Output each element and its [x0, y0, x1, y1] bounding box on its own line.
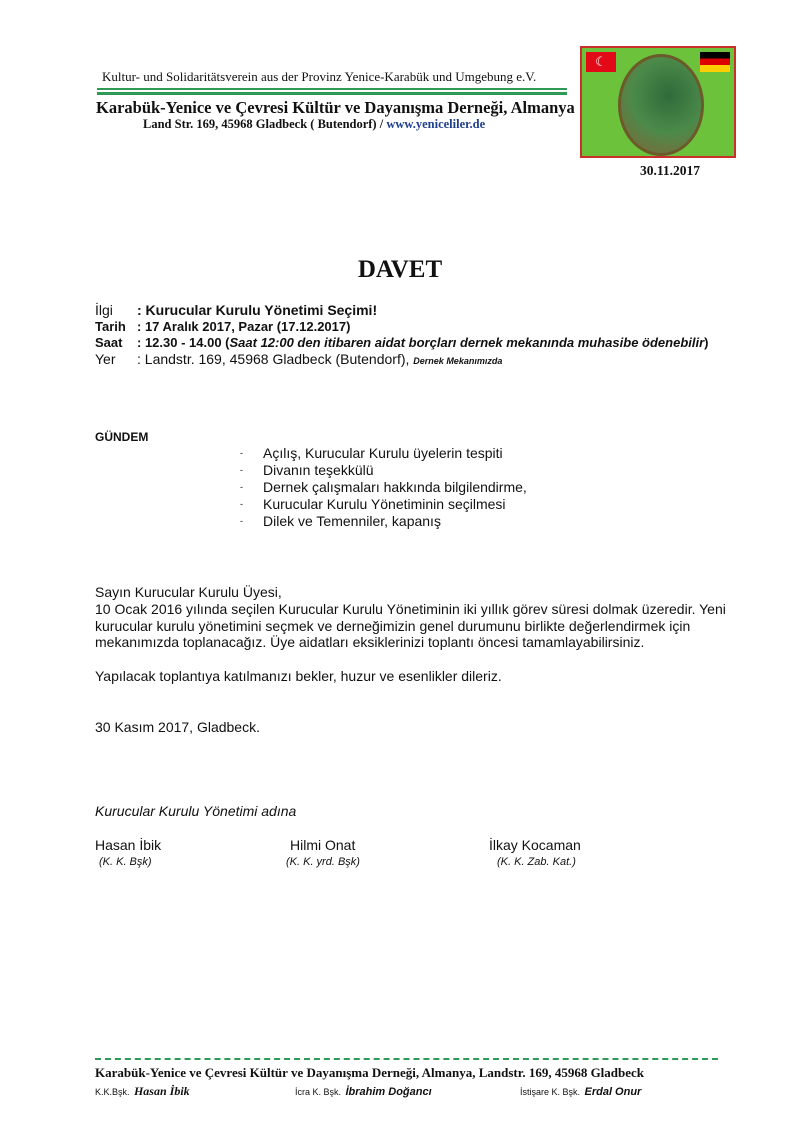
agenda-item: Kurucular Kurulu Yönetiminin seçilmesi: [263, 496, 506, 512]
signatory-role: (K. K. Zab. Kat.): [497, 856, 576, 868]
footer-person: [295, 1082, 432, 1100]
info-label: Saat: [95, 335, 123, 350]
agenda-item: Açılış, Kurucular Kurulu üyelerin tespiti: [263, 445, 503, 461]
bullet: -: [240, 448, 243, 458]
footer-name: Erdal Onur: [584, 1086, 642, 1098]
info-note: Saat 12:00 den itibaren aidat borçları dernek mekanında muhasibe ödenebilir: [229, 335, 705, 350]
footer-title: İcra K. Bşk.: [295, 1087, 342, 1097]
seal-emblem: [618, 54, 704, 156]
info-time: [95, 335, 709, 350]
signatory-role: (K. K. yrd. Bşk): [286, 856, 360, 868]
green-rule: [97, 92, 567, 95]
salutation: Sayın Kurucular Kurulu Üyesi,: [95, 584, 282, 600]
signatory-name: İlkay Kocaman: [489, 837, 581, 853]
footer-org-line: Karabük-Yenice ve Çevresi Kültür ve Dayanışma Derneği, Almanya, Landstr. 169, 45968 Gladbeck: [95, 1065, 645, 1080]
info-value: : 12.30 - 14.00 (: [137, 335, 230, 350]
address-text: Land Str. 169, 45968 Gladbeck ( Butendorf) /: [143, 117, 387, 131]
info-date: [95, 319, 350, 334]
association-logo: [580, 46, 736, 158]
info-subject: [95, 302, 377, 318]
info-close: ): [704, 335, 709, 350]
agenda-item: Dernek çalışmaları hakkında bilgilendirme,: [263, 479, 527, 495]
on-behalf: Kurucular Kurulu Yönetimi adına: [95, 803, 297, 819]
footer-name: Hasan İbik: [133, 1084, 190, 1098]
document-date: 30.11.2017: [640, 163, 701, 178]
german-flag-icon: [700, 52, 730, 72]
info-value: : Kurucular Kurulu Yönetimi Seçimi!: [137, 302, 378, 318]
info-label: İlgi: [95, 302, 113, 318]
footer-rule: [95, 1058, 718, 1060]
signatory-role: (K. K. Bşk): [99, 856, 152, 868]
place-date: 30 Kasım 2017, Gladbeck.: [95, 719, 260, 735]
agenda-item: Divanın teşekkülü: [263, 462, 374, 478]
letter-closing: Yapılacak toplantıya katılmanızı bekler, huzur ve esenlikler dileriz.: [95, 668, 502, 684]
letter-body: 10 Ocak 2016 yılında seçilen Kurucular Kurulu Yönetiminin iki yıllık görev süresi dolmak üzeredir. Yeni kurucular kurulu yönetimini seçmek ve derneğimizin genel durumunu birlikte değerlendirmek için mekanımızda toplanacağız. Üye aidatları eksiklerinizi toplantı öncesi tamamlayabilirsiniz.: [95, 601, 726, 650]
agenda-heading: GÜNDEM: [95, 430, 149, 444]
bullet: -: [240, 499, 243, 509]
agenda-item: Dilek ve Temenniler, kapanış: [263, 513, 441, 529]
green-rule: [97, 88, 567, 90]
bullet: -: [240, 482, 243, 492]
info-label: Yer: [95, 351, 116, 367]
info-label: Tarih: [95, 319, 126, 334]
bullet: -: [240, 516, 243, 526]
footer-person: [520, 1082, 641, 1100]
info-value: : 17 Aralık 2017, Pazar (17.12.2017): [137, 319, 351, 334]
turkish-org-name: Karabük-Yenice ve Çevresi Kültür ve Dayanışma Derneği, Almanya: [96, 98, 575, 117]
info-value: : Landstr. 169, 45968 Gladbeck (Butendorf),: [137, 351, 414, 367]
footer-person: [95, 1082, 190, 1100]
signatory-name: Hasan İbik: [95, 837, 162, 853]
bullet: -: [240, 465, 243, 475]
footer-name: İbrahim Doğancı: [345, 1086, 432, 1098]
page-title: DAVET: [357, 256, 443, 283]
signatory-name: Hilmi Onat: [290, 837, 356, 853]
org-address: [143, 117, 485, 132]
footer-title: İstişare K. Bşk.: [520, 1087, 581, 1097]
info-place: [95, 351, 502, 367]
german-org-name: Kultur- und Solidaritätsverein aus der Provinz Yenice-Karabük und Umgebung e.V.: [102, 69, 537, 84]
info-note: Dernek Mekanımızda: [413, 356, 503, 366]
turkish-flag-icon: ☾: [586, 52, 616, 72]
website-link[interactable]: www.yeniceliler.de: [386, 117, 486, 131]
footer-title: K.K.Bşk.: [95, 1087, 130, 1097]
